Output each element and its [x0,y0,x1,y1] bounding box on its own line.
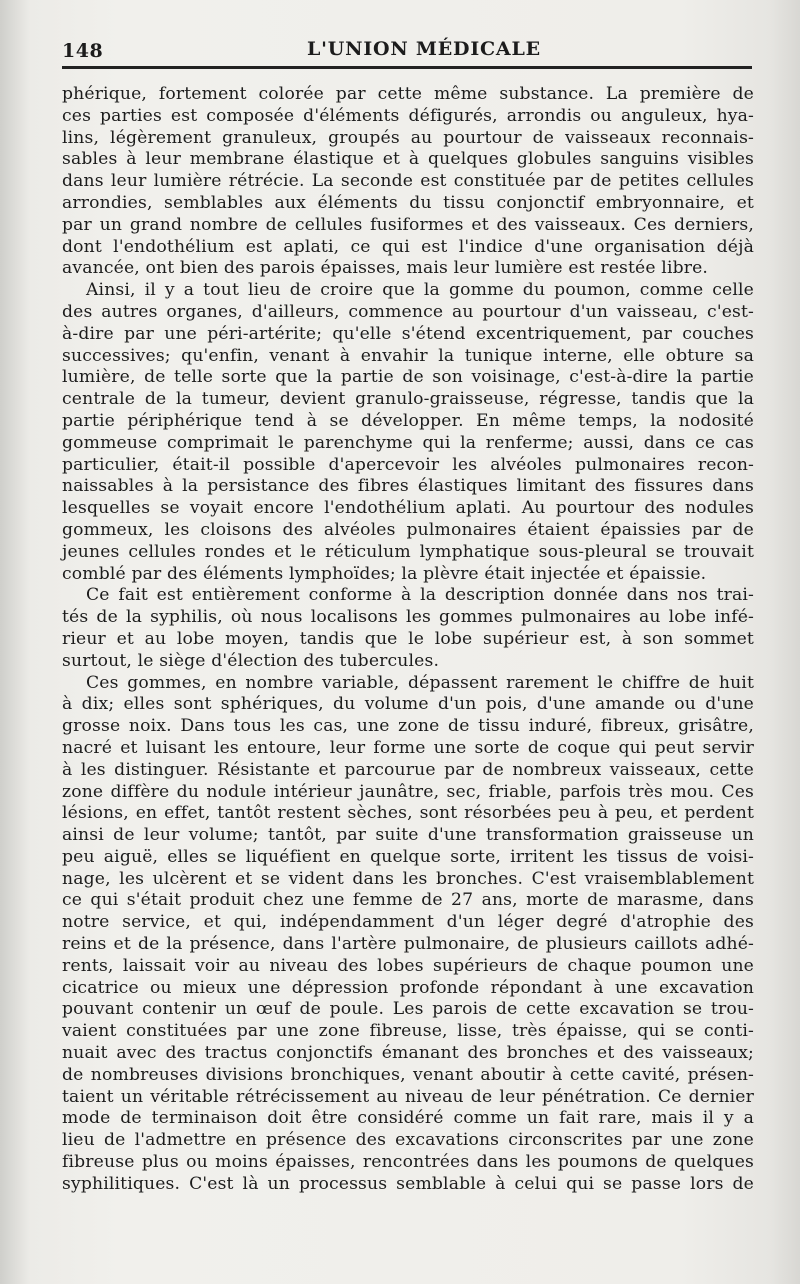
text-line: particulier, était-il possible d'apercevoir les alvéoles pulmonaires recon- [62,454,754,475]
text-line: jeunes cellules rondes et le réticulum lymphatique sous-pleural se trouvait [62,541,754,562]
text-line: centrale de la tumeur, devient granulo-graisseuse, régresse, tandis que la [62,389,754,410]
text-line: des autres organes, d'ailleurs, commence au pourtour d'un vaisseau, c'est- [62,301,754,322]
text-line: lesquelles se voyait encore l'endothélium aplati. Au pourtour des nodules [62,498,754,519]
text-line: pouvant contenir un œuf de poule. Les parois de cette excavation se trou- [62,999,754,1020]
text-line: lieu de l'admettre en présence des excavations circonscrites par une zone [62,1130,754,1151]
text-line: grosse noix. Dans tous les cas, une zone de tissu induré, fibreux, grisâtre, [62,716,754,737]
text-line: à dix; elles sont sphériques, du volume d'un pois, d'une amande ou d'une [62,694,754,715]
text-line: phérique, fortement colorée par cette même substance. La première de [62,84,754,104]
text-line: à-dire par une péri-artérite; qu'elle s'étend excentriquement, par couches [62,323,754,344]
text-line: lumière, de telle sorte que la partie de son voisinage, c'est-à-dire la partie [62,367,754,388]
text-line: ce qui s'était produit chez une femme de 27 ans, morte de marasme, dans [62,890,754,911]
text-line: nuait avec des tractus conjonctifs émanant des bronches et des vaisseaux; [62,1043,754,1064]
text-line: taient un véritable rétrécissement au niveau de leur pénétration. Ce dernier [62,1086,754,1107]
running-head: L'UNION MÉDICALE [307,38,541,60]
text-line: ainsi de leur volume; tantôt, par suite d'une transformation graisseuse un [62,825,754,846]
text-line: gommeux, les cloisons des alvéoles pulmonaires étaient épaissies par de [62,519,754,540]
paragraph-start: Ainsi, il y a tout lieu de croire que la gomme du poumon, comme celle [86,280,754,301]
body-text [62,84,754,1196]
text-line: à les distinguer. Résistante et parcourue par de nombreux vaisseaux, cette [62,759,754,780]
text-line: reins et de la présence, dans l'artère pulmonaire, de plusieurs caillots adhé- [62,934,754,955]
text-line: naissables à la persistance des fibres élastiques limitant des fissures dans [62,476,754,497]
text-line: cicatrice ou mieux une dépression profonde répondant à une excavation [62,977,754,998]
text-line: vaient constituées par une zone fibreuse, lisse, très épaisse, qui se conti- [62,1021,754,1042]
text-line: nage, les ulcèrent et se vident dans les bronches. C'est vraisemblablement [62,868,754,889]
text-line: surtout, le siège d'élection des tubercules. [62,650,440,671]
text-line: tés de la syphilis, où nous localisons les gommes pulmonaires au lobe infé- [62,607,754,628]
text-line: lésions, en effet, tantôt restent sèches, sont résorbées peu à peu, et perdent [62,803,754,824]
text-line: peu aiguë, elles se liquéfient en quelque sorte, irritent les tissus de voisi- [62,846,754,867]
header-rule [62,66,752,69]
text-line: rieur et au lobe moyen, tandis que le lobe supérieur est, à son sommet [62,628,754,649]
page-number: 148 [62,40,104,62]
text-line: par un grand nombre de cellules fusiformes et des vaisseaux. Ces derniers, [62,214,754,235]
text-line: de nombreuses divisions bronchiques, venant aboutir à cette cavité, présen- [62,1064,754,1085]
text-line: partie périphérique tend à se développer. En même temps, la nodosité [62,410,754,431]
text-line: successives; qu'enfin, venant à envahir la tunique interne, elle obture sa [62,345,754,366]
text-line: dans leur lumière rétrécie. La seconde est constituée par de petites cellules [62,171,754,192]
text-line: fibreuse plus ou moins épaisses, rencontrées dans les poumons de quelques [62,1152,754,1173]
page-header [62,36,730,66]
text-line: comblé par des éléments lymphoïdes; la plèvre était injectée et épaissie. [62,563,707,584]
text-line: avancée, ont bien des parois épaisses, mais leur lumière est restée libre. [62,258,709,279]
paragraph-start: Ces gommes, en nombre variable, dépassent rarement le chiffre de huit [86,672,754,693]
text-line: ces parties est composée d'éléments défigurés, arrondis ou anguleux, hya- [62,105,754,126]
text-line: syphilitiques. C'est là un processus semblable à celui qui se passe lors de [62,1173,754,1194]
text-line: rents, laissait voir au niveau des lobes supérieurs de chaque poumon une [62,955,754,976]
paragraph-start: Ce fait est entièrement conforme à la description donnée dans nos trai- [86,585,754,606]
text-line: sables à leur membrane élastique et à quelques globules sanguins visibles [62,149,754,170]
text-line: notre service, et qui, indépendamment d'un léger degré d'atrophie des [62,912,754,933]
text-line: arrondies, semblables aux éléments du tissu conjonctif embryonnaire, et [62,192,754,213]
text-line: lins, légèrement granuleux, groupés au pourtour de vaisseaux reconnais- [62,127,754,148]
text-line: dont l'endothélium est aplati, ce qui est l'indice d'une organisation déjà [62,236,754,257]
text-line: zone diffère du nodule intérieur jaunâtre, sec, friable, parfois très mou. Ces [62,781,754,802]
text-line: nacré et luisant les entoure, leur forme une sorte de coque qui peut servir [62,737,754,758]
text-line: gommeuse comprimait le parenchyme qui la renferme; aussi, dans ce cas [62,432,754,453]
text-line: mode de terminaison doit être considéré comme un fait rare, mais il y a [62,1108,754,1129]
